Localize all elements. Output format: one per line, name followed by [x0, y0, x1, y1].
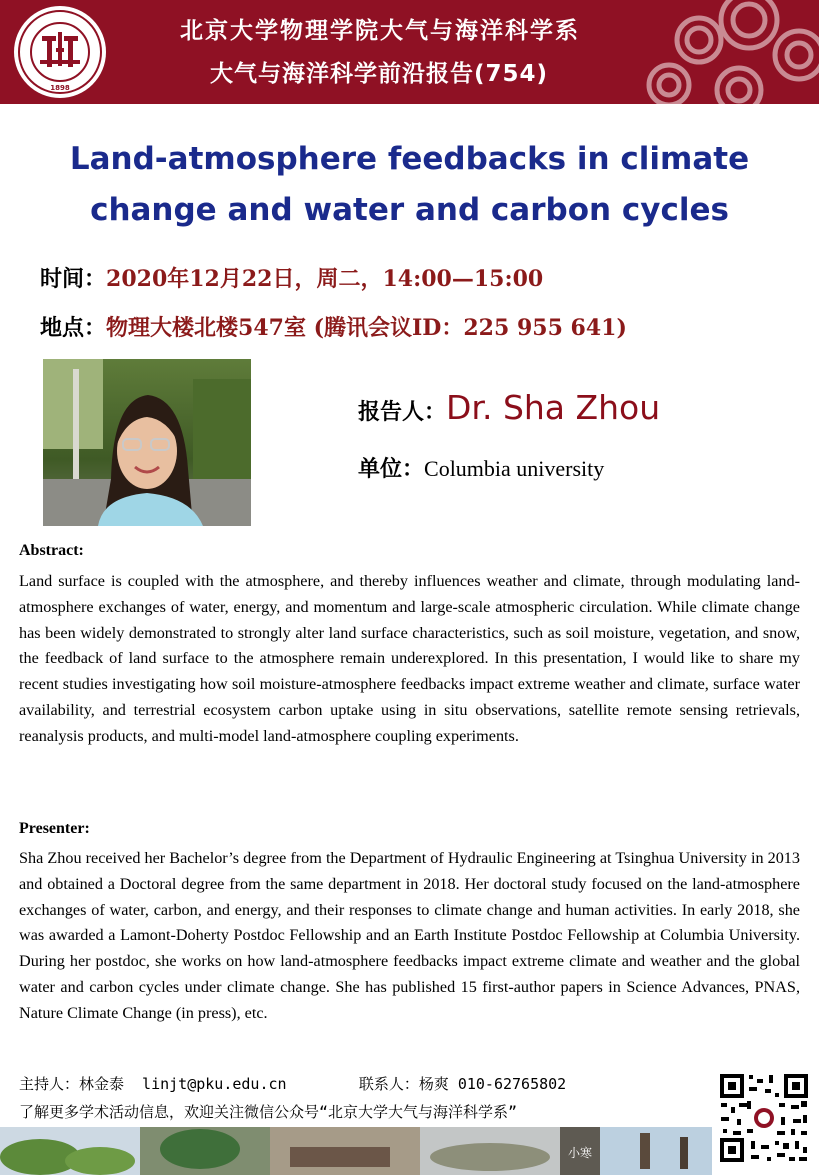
place-row [40, 311, 627, 342]
talk-title-line1: Land-atmosphere feedbacks in climate [69, 141, 750, 177]
abstract-text: Land surface is coupled with the atmosphere, and thereby influences weather and climate, through modulating land-atmosphere exchanges of water, energy, and momentum and large-scale atmospheric circulation. While climate change has been widely demonstrated to strongly alter land surface characteristics, such as soil moisture, vegetation, and snow, the feedback of land surface to the atmosphere remain underexplored. In this presentation, I would like to share my recent studies investigating how soil moisture-atmosphere feedbacks impact extreme weather and climate, surface water availability, and terrestrial ecosystem carbon uptake using in situ observations, satellite remote sensing retrievals, reanalysis products, and multi-model land-atmosphere coupling experiments. [19, 572, 800, 745]
place-value: 物理大楼北楼547室 (腾讯会议ID：225 955 641) [106, 315, 627, 341]
footer-host: 主持人：林金泰 linjt@pku.edu.cn [19, 1075, 287, 1093]
abstract-heading: Abstract: [19, 542, 84, 559]
speaker-label: 报告人： [358, 400, 447, 425]
talk-title [20, 134, 799, 236]
affiliation-value: Columbia university [424, 456, 605, 481]
strip-caption: 小寒 [567, 1146, 593, 1160]
footer-contact: 联系人：杨爽 010-62765802 [358, 1075, 567, 1093]
talk-title-line2: change and water and carbon cycles [90, 192, 729, 228]
svg-text:1898: 1898 [50, 84, 70, 92]
affiliation-label: 单位： [358, 457, 425, 482]
footer-wechat-note: 了解更多学术活动信息，欢迎关注微信公众号“北京大学大气与海洋科学系” [19, 1103, 518, 1121]
time-row [40, 262, 543, 293]
wechat-qr-code [717, 1071, 811, 1165]
header-department: 北京大学物理学院大气与海洋科学系 [180, 18, 580, 44]
presenter-heading: Presenter: [19, 820, 90, 837]
footer-contacts [19, 1073, 566, 1094]
place-label: 地点： [40, 315, 107, 341]
affiliation-row [358, 452, 604, 483]
presenter-text: Sha Zhou received her Bachelor’s degree from the Department of Hydraulic Engineering at Tsinghua University in 2013 and obtained a Doctoral degree from the same department in 2018. Her doctoral study focused on the land-atmosphere exchanges of water, carbon, and energy, and their responses to climate change and human activities. In early 2018, she was awarded a Lamont-Doherty Postdoc Fellowship and an Earth Institute Postdoc Fellowship at Columbia University. During her postdoc, she works on how land-atmosphere feedbacks impact extreme climate and weather and the global water and carbon cycles under climate change. She has published 15 first-author papers in Science Advances, PNAS, Nature Climate Change (in press), etc. [19, 849, 800, 1022]
speaker-row [358, 388, 660, 427]
speaker-photo [43, 359, 251, 526]
header-banner [0, 0, 819, 104]
time-label: 时间： [40, 266, 107, 292]
cloud-pattern-decoration [609, 0, 819, 104]
campus-photo-strip [0, 1127, 712, 1175]
time-value: 2020年12月22日，周二，14:00—15:00 [106, 266, 544, 292]
header-series: 大气与海洋科学前沿报告(754) [210, 61, 549, 87]
peking-university-logo [12, 4, 108, 100]
speaker-name: Dr. Sha Zhou [446, 388, 661, 427]
